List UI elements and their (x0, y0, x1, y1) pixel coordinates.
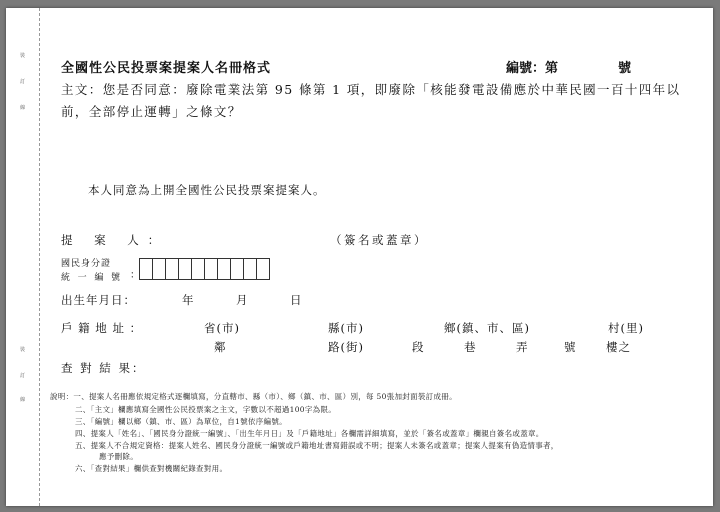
address-floor: 樓之 (606, 340, 631, 354)
subject-line-2: 前，全部停止運轉」之條文？ (61, 104, 242, 119)
id-digit-box[interactable] (230, 258, 244, 280)
serial-suffix: 號 (618, 61, 632, 76)
note-item: 四、提案人「姓名」、「國民身分證統一編號」、「出生年月日」及「戶籍地址」各欄需詳細填寫，並於「簽名或蓋章」欄親自簽名或蓋章。 (75, 429, 544, 438)
binding-char: 裝 (20, 347, 26, 353)
id-digit-box[interactable] (165, 258, 179, 280)
address-township: 鄉(鎮、市、區) (444, 321, 530, 335)
id-label-line-1: 國民身分證 (61, 259, 112, 269)
binding-char: 線 (20, 397, 26, 403)
birth-year: 年 (182, 293, 194, 307)
id-digit-box[interactable] (243, 258, 257, 280)
binding-char: 裝 (20, 53, 26, 59)
check-result-label: 查 對 結 果： (61, 361, 146, 375)
proposer-label: 提 案 人： (61, 233, 169, 247)
id-colon: ： (130, 270, 140, 281)
binding-line (39, 8, 40, 506)
id-digit-box[interactable] (204, 258, 218, 280)
binding-char: 訂 (20, 79, 26, 85)
address-province: 省(市) (204, 321, 240, 335)
agreement-statement: 本人同意為上開全國性公民投票案提案人。 (88, 183, 326, 197)
id-digit-box[interactable] (178, 258, 192, 280)
address-section: 段 (412, 340, 425, 354)
note-item: 應予刪除。 (99, 452, 138, 461)
address-neighborhood: 鄰 (214, 340, 227, 354)
id-digit-box[interactable] (256, 258, 270, 280)
address-number: 號 (564, 340, 577, 354)
binding-char: 線 (20, 105, 26, 111)
note-item: 說明：一、提案人名冊應依規定格式逐欄填寫，分直轄市、縣（市）、鄉（鎮、市、區）別，每 50張加封面裝訂成冊。 (50, 392, 457, 401)
household-label: 戶 籍 地 址 ： (61, 321, 143, 335)
birth-label: 出生年月日： (61, 293, 136, 307)
binding-char: 訂 (20, 373, 26, 379)
id-digit-box[interactable] (152, 258, 166, 280)
note-item: 五、提案人不合規定資格：提案人姓名、國民身分證統一編號或戶籍地址書寫錯誤或不明；提案人未簽名或蓋章；提案人提案有偽造情事者， (75, 441, 559, 450)
id-label-line-2: 統 一 編 號 (61, 273, 123, 283)
note-item: 六、「查對結果」欄供查對機關紀錄查對用。 (75, 464, 228, 473)
id-digit-box[interactable] (191, 258, 205, 280)
address-road: 路(街) (328, 340, 364, 354)
address-lane: 巷 (464, 340, 477, 354)
serial-prefix: 編號：第 (506, 61, 559, 76)
birth-month: 月 (236, 293, 248, 307)
subject-line-1: 主文：您是否同意：廢除電業法第 95 條第 1 項，即廢除「核能發電設備應於中華民國一百十四年以 (61, 82, 681, 97)
id-digit-box[interactable] (139, 258, 153, 280)
serial-number (506, 57, 631, 76)
birth-day: 日 (290, 293, 302, 307)
note-item: 二、「主文」欄應填寫全國性公民投票案之主文，字數以不超過100字為限。 (75, 405, 337, 414)
signature-note: （簽名或蓋章） (330, 233, 428, 247)
form-title: 全國性公民投票案提案人名冊格式 (61, 61, 272, 76)
address-village: 村(里) (608, 321, 644, 335)
note-item: 三、「編號」欄以鄉（鎮、市、區）為單位，自1號依序編號。 (75, 417, 287, 426)
address-alley: 弄 (516, 340, 529, 354)
id-digit-box[interactable] (217, 258, 231, 280)
id-number-boxes[interactable] (139, 258, 269, 280)
address-county: 縣(市) (328, 321, 364, 335)
